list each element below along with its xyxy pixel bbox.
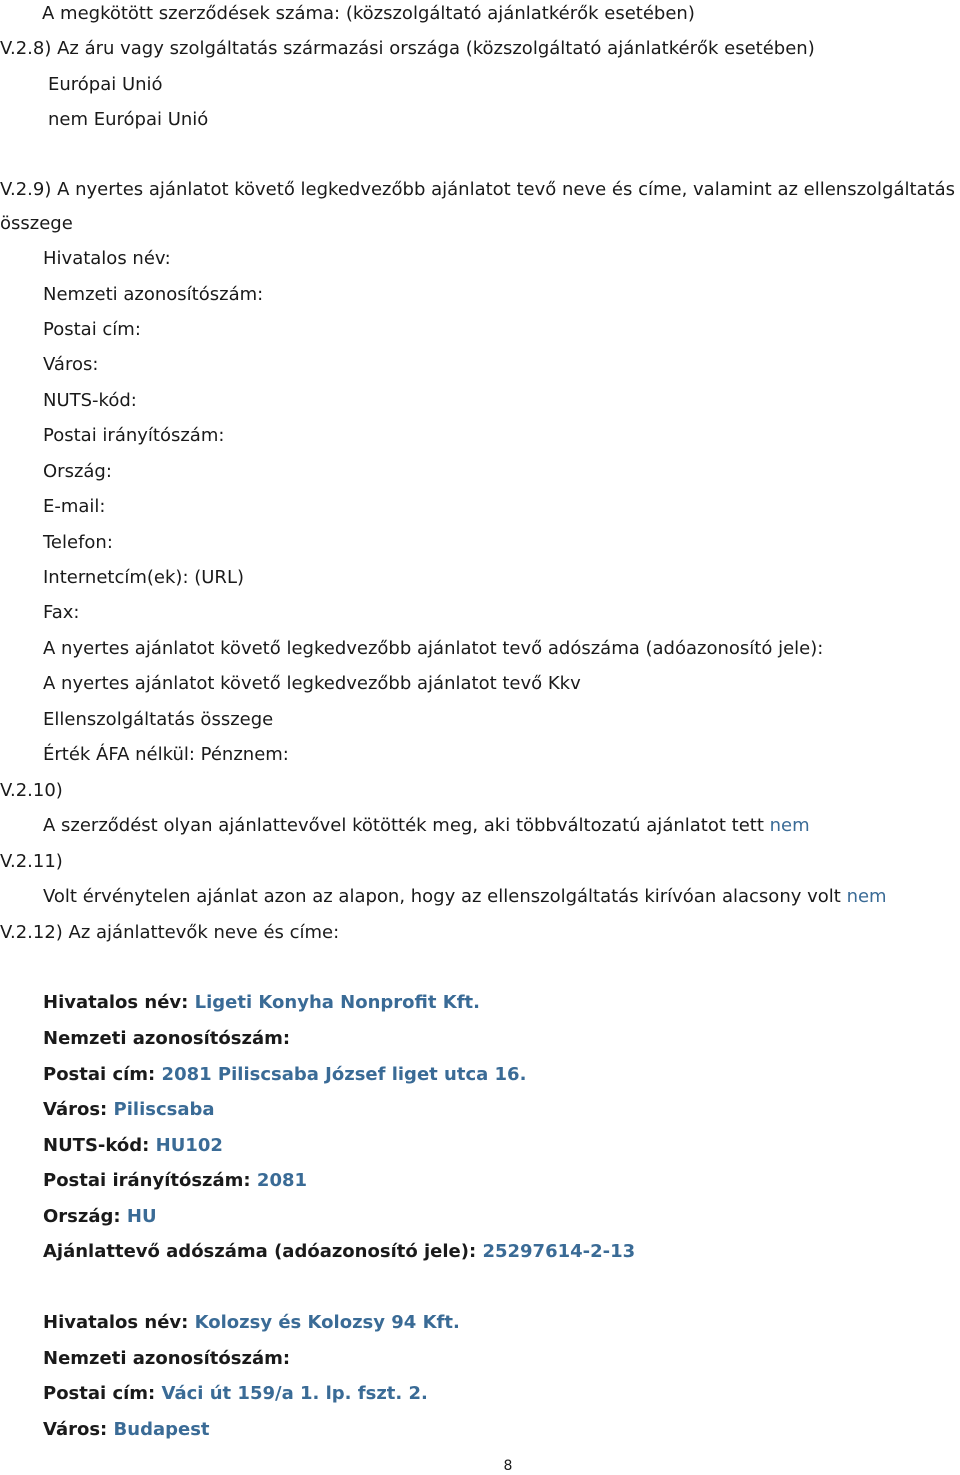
field-postal-code: Postai irányítószám: xyxy=(43,425,225,446)
bidder1-nuts-code xyxy=(43,1134,223,1158)
bidder1-national-id xyxy=(43,1027,290,1051)
v211-value: nem xyxy=(846,886,887,907)
bidder1-postal-address-label: Postai cím: xyxy=(43,1064,156,1085)
bidder2-city-value: Budapest xyxy=(113,1419,210,1440)
bidder1-postal-code xyxy=(43,1169,307,1193)
field-value-currency: Érték ÁFA nélkül: Pénznem: xyxy=(43,744,289,765)
field-tax-number: A nyertes ajánlatot követő legkedvezőbb ajánlatot tevő adószáma (adóazonosító jele): xyxy=(43,638,824,659)
bidder1-postal-address-value: 2081 Piliscsaba József liget utca 16. xyxy=(161,1064,527,1085)
bidder1-country-value: HU xyxy=(126,1206,157,1227)
v210-value: nem xyxy=(769,815,810,836)
bidder1-postal-code-label: Postai irányítószám: xyxy=(43,1170,251,1191)
field-city: Város: xyxy=(43,354,99,375)
field-consideration: Ellenszolgáltatás összege xyxy=(43,709,274,730)
bidder2-city-label: Város: xyxy=(43,1419,108,1440)
bidder2-postal-address-value: Váci út 159/a 1. lp. fszt. 2. xyxy=(161,1383,428,1404)
v210-text: A szerződést olyan ajánlattevővel kötötték meg, aki többváltozatú ajánlatot tett xyxy=(43,815,764,836)
section-v28-heading: V.2.8) Az áru vagy szolgáltatás származási országa (közszolgáltató ajánlatkérők esetében) xyxy=(0,38,815,59)
section-v212-heading: V.2.12) Az ajánlattevők neve és címe: xyxy=(0,922,340,943)
bidder1-national-id-label: Nemzeti azonosítószám: xyxy=(43,1028,291,1049)
bidder2-official-name-label: Hivatalos név: xyxy=(43,1312,189,1333)
bidder1-official-name-value: Ligeti Konyha Nonprofit Kft. xyxy=(194,992,480,1013)
v211-text: Volt érvénytelen ajánlat azon az alapon, hogy az ellenszolgáltatás kirívóan alacsony volt xyxy=(43,886,841,907)
option-eu: Európai Unió xyxy=(48,74,163,95)
field-fax: Fax: xyxy=(43,602,80,623)
field-url: Internetcím(ek): (URL) xyxy=(43,567,244,588)
field-national-id: Nemzeti azonosítószám: xyxy=(43,284,264,305)
bidder2-city xyxy=(43,1418,210,1442)
field-nuts-code: NUTS-kód: xyxy=(43,390,137,411)
bidder1-country-label: Ország: xyxy=(43,1206,121,1227)
field-email: E-mail: xyxy=(43,496,106,517)
option-non-eu: nem Európai Unió xyxy=(48,109,209,130)
field-country: Ország: xyxy=(43,461,112,482)
bidder1-nuts-code-label: NUTS-kód: xyxy=(43,1135,150,1156)
field-sme: A nyertes ajánlatot követő legkedvezőbb ajánlatot tevő Kkv xyxy=(43,673,581,694)
bidder1-official-name xyxy=(43,991,480,1015)
bidder2-postal-address-label: Postai cím: xyxy=(43,1383,156,1404)
section-v210-heading: V.2.10) xyxy=(0,780,63,801)
bidder1-tax-number-value: 25297614-2-13 xyxy=(482,1241,636,1262)
bidder1-city xyxy=(43,1098,215,1122)
field-postal-address: Postai cím: xyxy=(43,319,141,340)
bidder1-postal-address xyxy=(43,1063,526,1087)
bidder1-official-name-label: Hivatalos név: xyxy=(43,992,189,1013)
bidder2-national-id xyxy=(43,1347,290,1371)
bidder2-official-name-value: Kolozsy és Kolozsy 94 Kft. xyxy=(194,1312,460,1333)
bidder2-official-name xyxy=(43,1311,460,1335)
field-phone: Telefon: xyxy=(43,532,113,553)
page-number: 8 xyxy=(503,1458,513,1474)
field-official-name: Hivatalos név: xyxy=(43,248,171,269)
section-v211-heading: V.2.11) xyxy=(0,851,63,872)
v210-statement xyxy=(43,814,810,838)
bidder1-tax-number-label: Ajánlattevő adószáma (adóazonosító jele): xyxy=(43,1241,477,1262)
bidder1-city-value: Piliscsaba xyxy=(113,1099,215,1120)
bidder1-postal-code-value: 2081 xyxy=(256,1170,308,1191)
v211-statement xyxy=(43,885,887,909)
bidder1-country xyxy=(43,1205,157,1229)
bidder2-national-id-label: Nemzeti azonosítószám: xyxy=(43,1348,291,1369)
bidder1-nuts-code-value: HU102 xyxy=(155,1135,223,1156)
bidder2-postal-address xyxy=(43,1382,428,1406)
bidder1-city-label: Város: xyxy=(43,1099,108,1120)
section-v29-heading: V.2.9) A nyertes ajánlatot követő legkedvezőbb ajánlatot tevő neve és címe, valamint az ellenszolgáltatás összege xyxy=(0,179,956,234)
bidder1-tax-number xyxy=(43,1240,635,1264)
contracts-count-label: A megkötött szerződések száma: (közszolgáltató ajánlatkérők esetében) xyxy=(42,3,695,24)
